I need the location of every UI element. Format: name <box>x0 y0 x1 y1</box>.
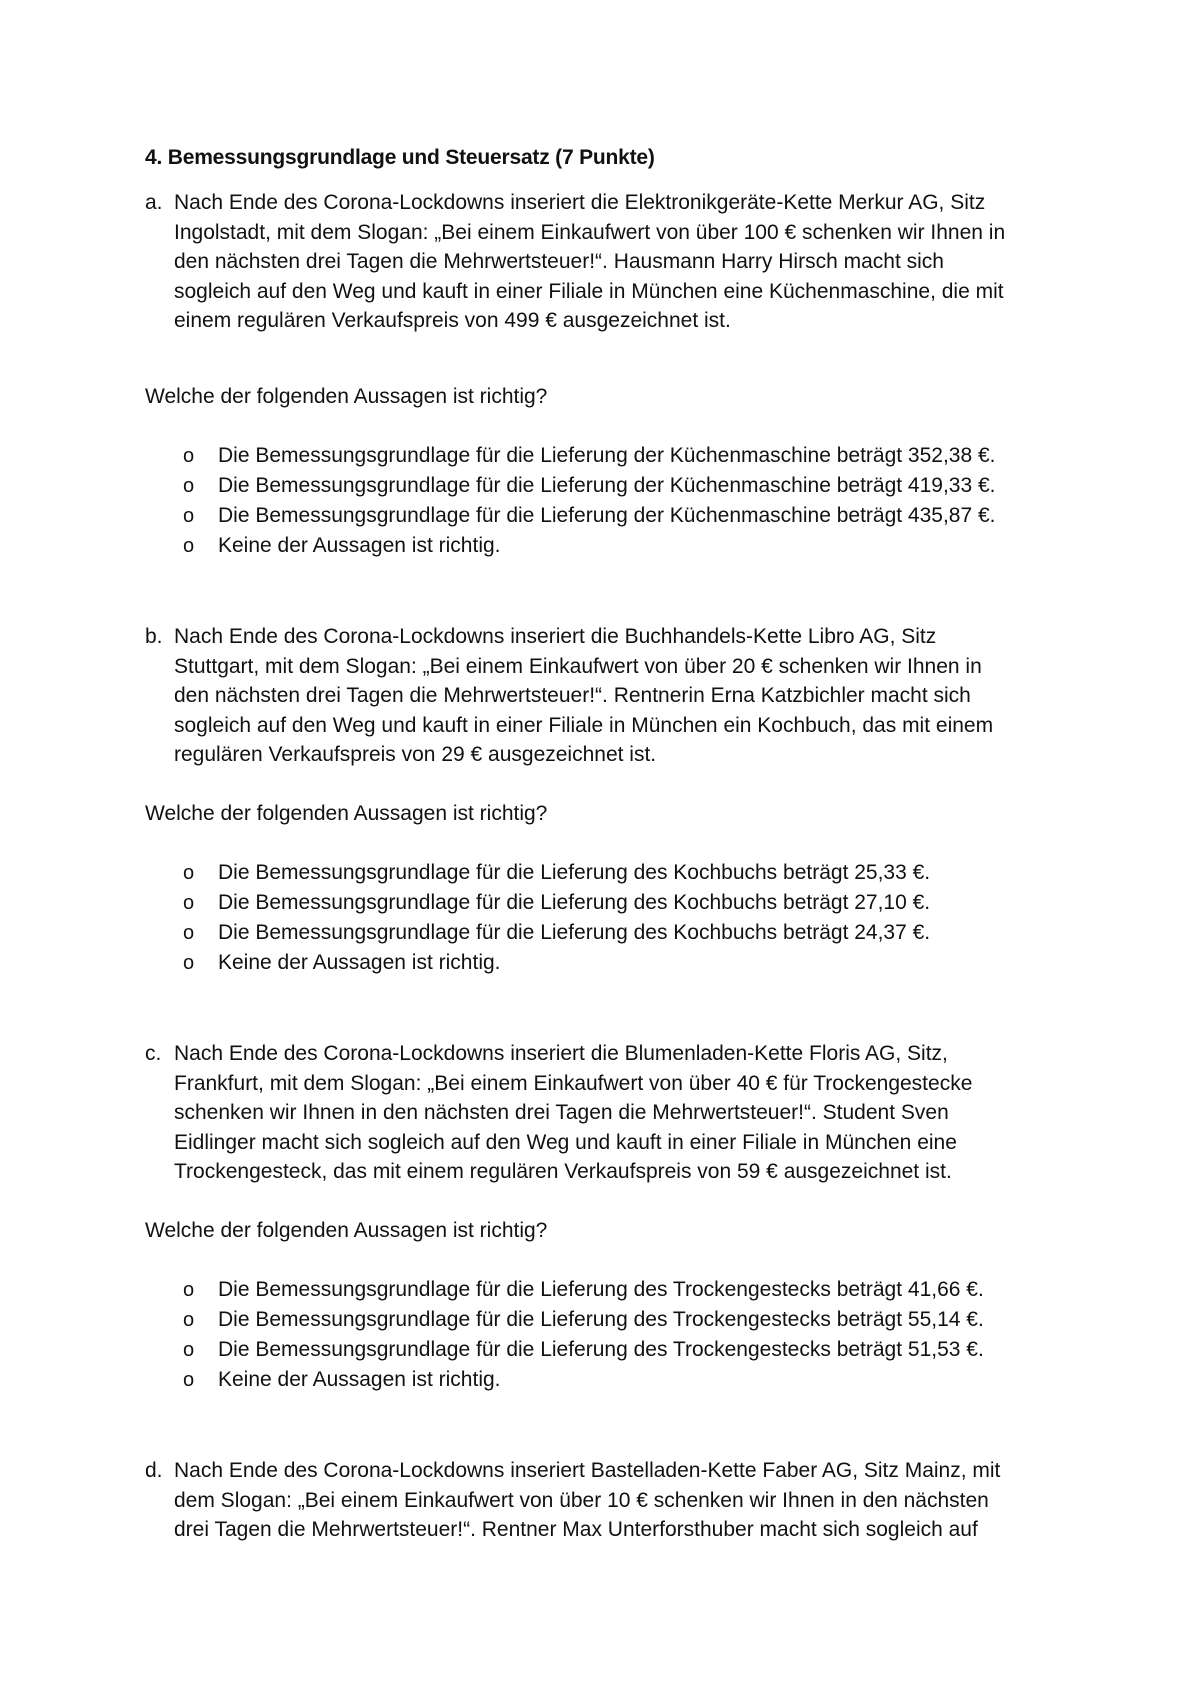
radio-circle-icon: o <box>183 505 195 527</box>
radio-circle-icon: o <box>183 1279 195 1301</box>
option-item[interactable] <box>183 1305 984 1335</box>
task-text: Nach Ende des Corona-Lockdowns inseriert die Buchhandels-Kette Libro AG, Sitz Stuttgart, mit dem Slogan: „Bei einem Einkaufwert von über 20 € schenken wir Ihnen in den nächsten drei Tagen die Mehrwertsteuer!“. Rentnerin Erna Katzbichler macht sich sogleich auf den Weg und kauft in einer Filiale in München ein Kochbuch, das mit einem regulären Verkaufspreis von 29 € ausgezeichnet ist. <box>174 625 994 766</box>
task-b-question: Welche der folgenden Aussagen ist richtig? <box>145 802 548 825</box>
option-item[interactable] <box>183 1335 984 1365</box>
task-c <box>145 1039 1075 1187</box>
option-item[interactable] <box>183 441 996 471</box>
option-item[interactable] <box>183 531 996 561</box>
task-letter: b. <box>145 625 163 648</box>
option-label: Die Bemessungsgrundlage für die Lieferung des Trockengestecks beträgt 51,53 €. <box>218 1338 984 1361</box>
task-letter: c. <box>145 1042 162 1065</box>
task-c-options <box>183 1275 984 1395</box>
radio-circle-icon: o <box>183 1369 195 1391</box>
option-label: Keine der Aussagen ist richtig. <box>218 534 501 557</box>
task-c-question: Welche der folgenden Aussagen ist richtig? <box>145 1219 548 1242</box>
option-label: Die Bemessungsgrundlage für die Lieferung des Kochbuchs beträgt 27,10 €. <box>218 891 931 914</box>
option-label: Die Bemessungsgrundlage für die Lieferung des Kochbuchs beträgt 25,33 €. <box>218 861 931 884</box>
radio-circle-icon: o <box>183 1309 195 1331</box>
task-b <box>145 622 1075 770</box>
radio-circle-icon: o <box>183 862 195 884</box>
radio-circle-icon: o <box>183 952 195 974</box>
task-text: Nach Ende des Corona-Lockdowns inseriert die Blumenladen-Kette Floris AG, Sitz, Frankfurt, mit dem Slogan: „Bei einem Einkaufwert von über 40 € für Trockengestecke schenken wir Ihnen in den nächsten drei Tagen die Mehrwertsteuer!“. Student Sven Eidlinger macht sich sogleich auf den Weg und kauft in einer Filiale in München eine Trockengesteck, das mit einem regulären Verkaufspreis von 59 € ausgezeichnet ist. <box>174 1042 973 1183</box>
radio-circle-icon: o <box>183 445 195 467</box>
option-label: Die Bemessungsgrundlage für die Lieferung der Küchenmaschine beträgt 352,38 €. <box>218 444 996 467</box>
task-d <box>145 1456 1075 1545</box>
radio-circle-icon: o <box>183 892 195 914</box>
option-label: Die Bemessungsgrundlage für die Lieferung des Trockengestecks beträgt 55,14 €. <box>218 1308 984 1331</box>
option-label: Die Bemessungsgrundlage für die Lieferung des Kochbuchs beträgt 24,37 €. <box>218 921 931 944</box>
option-label: Die Bemessungsgrundlage für die Lieferung der Küchenmaschine beträgt 419,33 €. <box>218 474 996 497</box>
task-a <box>145 188 1075 336</box>
option-item[interactable] <box>183 948 930 978</box>
option-item[interactable] <box>183 918 930 948</box>
option-label: Die Bemessungsgrundlage für die Lieferung des Trockengestecks beträgt 41,66 €. <box>218 1278 984 1301</box>
option-label: Keine der Aussagen ist richtig. <box>218 1368 501 1391</box>
option-label: Die Bemessungsgrundlage für die Lieferung der Küchenmaschine beträgt 435,87 €. <box>218 504 996 527</box>
task-letter: d. <box>145 1459 163 1482</box>
task-a-options <box>183 441 996 561</box>
task-a-question: Welche der folgenden Aussagen ist richtig? <box>145 385 548 408</box>
option-item[interactable] <box>183 471 996 501</box>
radio-circle-icon: o <box>183 922 195 944</box>
option-item[interactable] <box>183 1275 984 1305</box>
radio-circle-icon: o <box>183 475 195 497</box>
radio-circle-icon: o <box>183 1339 195 1361</box>
option-item[interactable] <box>183 501 996 531</box>
task-b-options <box>183 858 930 978</box>
task-text: Nach Ende des Corona-Lockdowns inseriert Bastelladen-Kette Faber AG, Sitz Mainz, mit dem Slogan: „Bei einem Einkaufwert von über 10 € schenken wir Ihnen in den nächsten drei Tagen die Mehrwertsteuer!“. Rentner Max Unterforsthuber macht sich sogleich auf <box>174 1459 1001 1541</box>
task-letter: a. <box>145 191 163 214</box>
task-text: Nach Ende des Corona-Lockdowns inseriert die Elektronikgeräte-Kette Merkur AG, Sitz Ingolstadt, mit dem Slogan: „Bei einem Einkaufwert von über 100 € schenken wir Ihnen in den nächsten drei Tagen die Mehrwertsteuer!“. Hausmann Harry Hirsch macht sich sogleich auf den Weg und kauft in einer Filiale in München eine Küchenmaschine, die mit einem regulären Verkaufspreis von 499 € ausgezeichnet ist. <box>174 191 1006 332</box>
option-item[interactable] <box>183 1365 984 1395</box>
option-item[interactable] <box>183 888 930 918</box>
option-item[interactable] <box>183 858 930 888</box>
section-heading: 4. Bemessungsgrundlage und Steuersatz (7 Punkte) <box>145 146 655 169</box>
radio-circle-icon: o <box>183 535 195 557</box>
option-label: Keine der Aussagen ist richtig. <box>218 951 501 974</box>
